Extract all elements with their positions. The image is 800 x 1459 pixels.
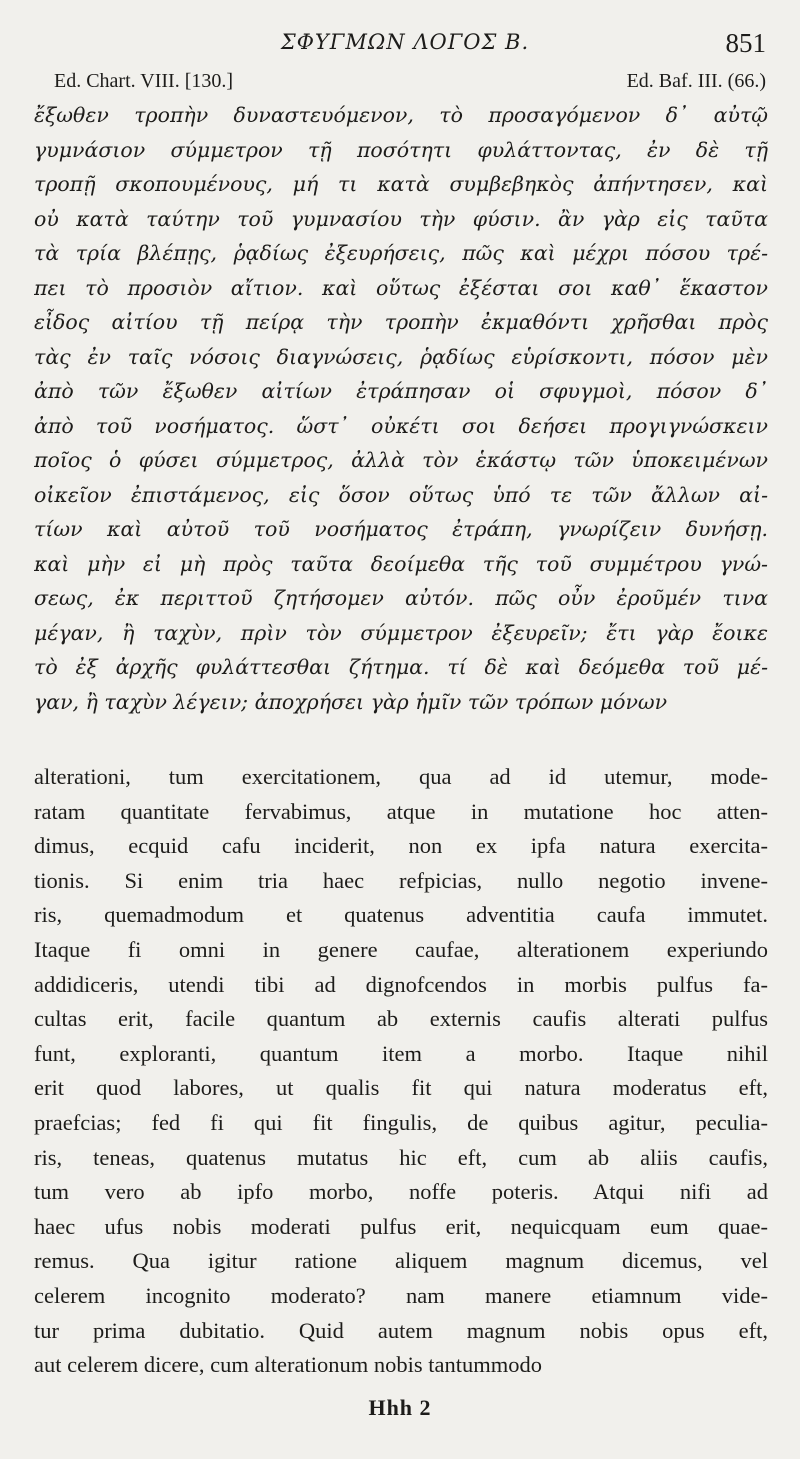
edition-references — [54, 70, 766, 98]
running-head — [0, 28, 800, 68]
greek-line: σεως, ἐκ περιττοῦ ζητήσομεν αὐτόν. πῶς οὖν ἐροῦμέν τινα — [34, 586, 768, 610]
greek-line: οὐ κατὰ ταύτην τοῦ γυμνασίου τὴν φύσιν. ἂν γὰρ εἰς ταῦτα — [34, 206, 768, 231]
latin-line: praefcias; fed fi qui fit fingulis, de quibus agitur, peculia- — [34, 1109, 768, 1135]
latin-line: remus. Qua igitur ratione aliquem magnum dicemus, vel — [34, 1248, 768, 1274]
printer-signature: Hhh 2 — [368, 1395, 432, 1420]
latin-line: celerem incognito moderato? nam manere etiamnum vide- — [34, 1282, 768, 1308]
greek-line: ἀπὸ τοῦ νοσήματος. ὥστ᾽ οὐκέτι σοι δεήσει προγιγνώσκειν — [34, 413, 768, 438]
latin-line: ris, quemadmodum et quatenus adventitia caufa immutet. — [34, 902, 768, 928]
latin-line: haec ufus nobis moderati pulfus erit, nequicquam eum quae- — [34, 1213, 768, 1239]
latin-line: erit quod labores, ut qualis fit qui natura moderatus eft, — [34, 1075, 768, 1101]
greek-text-block — [34, 98, 768, 719]
greek-line: καὶ μὴν εἰ μὴ πρὸς ταῦτα δεοίμεθα τῆς τοῦ συμμέτρου γνώ- — [34, 551, 768, 576]
greek-line: πει τὸ προσιὸν αἴτιον. καὶ οὕτως ἐξέσται σοι καθ᾽ ἕκαστον — [34, 275, 768, 300]
latin-line: tionis. Si enim tria haec refpicias, nullo negotio invene- — [34, 867, 768, 893]
greek-line: γυμνάσιον σύμμετρον τῇ ποσότητι φυλάττοντας, ἐν δὲ τῇ — [34, 137, 768, 162]
latin-line: aut celerem dicere, cum alterationum nobis tantummodo — [34, 1352, 542, 1378]
greek-line: τὰς ἐν ταῖς νόσοις διαγνώσεις, ῥᾳδίως εὑρίσκοντι, πόσον μὲν — [34, 344, 768, 369]
latin-line: tum vero ab ipfo morbo, noffe poteris. Atqui nifi ad — [34, 1179, 768, 1205]
greek-line: τὰ τρία βλέπῃς, ῥᾳδίως ἐξευρήσεις, πῶς καὶ μέχρι πόσου τρέ- — [34, 241, 768, 265]
latin-line: cultas erit, facile quantum ab externis caufis alterati pulfus — [34, 1006, 768, 1032]
greek-line: οἰκεῖον ἐπιστάμενος, εἰς ὅσον οὕτως ὑπό τε τῶν ἄλλων αἰ- — [34, 482, 768, 507]
greek-line: μέγαν, ἢ ταχὺν, πρὶν τὸν σύμμετρον ἐξευρεῖν; ἔτι γὰρ ἔοικε — [34, 620, 768, 645]
latin-text-block — [34, 760, 768, 1383]
latin-line: dimus, ecquid cafu inciderit, non ex ipfa natura exercita- — [34, 833, 768, 859]
latin-line: addidiceris, utendi tibi ad dignofcendos in morbis pulfus fa- — [34, 971, 768, 997]
running-title: ΣΦΥΓΜΩΝ ΛΟΓΟΣ Β. — [280, 30, 530, 54]
greek-line: ἀπὸ τῶν ἔξωθεν αἰτίων ἐτράπησαν οἱ σφυγμοὶ, πόσον δ᾽ — [34, 379, 768, 403]
latin-line: Itaque fi omni in genere caufae, alterationem experiundo — [34, 936, 768, 962]
latin-line: tur prima dubitatio. Quid autem magnum nobis opus eft, — [34, 1317, 768, 1343]
greek-line: ἔξωθεν τροπὴν δυναστευόμενον, τὸ προσαγόμενον δ᾽ αὐτῷ — [34, 103, 768, 127]
edition-basel: Ed. Baf. III. (66.) — [626, 70, 766, 92]
greek-line: ποῖος ὁ φύσει σύμμετρος, ἀλλὰ τὸν ἑκάστῳ τῶν ὑποκειμένων — [34, 448, 768, 472]
latin-line: funt, exploranti, quantum item a morbo. Itaque nihil — [34, 1040, 768, 1066]
page-number: 851 — [725, 28, 766, 58]
greek-line: γαν, ἢ ταχὺν λέγειν; ἀποχρήσει γὰρ ἡμῖν τῶν τρόπων μόνων — [34, 689, 668, 714]
edition-chartier: Ed. Chart. VIII. [130.] — [54, 70, 234, 92]
greek-line: τὸ ἐξ ἀρχῆς φυλάττεσθαι ζήτημα. τί δὲ καὶ δεόμεθα τοῦ μέ- — [34, 655, 768, 679]
greek-line: εἶδος αἰτίου τῇ πείρᾳ τὴν τροπὴν ἐκμαθόντι χρῆσθαι πρὸς — [34, 310, 768, 334]
latin-line: ratam quantitate fervabimus, atque in mutatione hoc atten- — [34, 798, 768, 824]
latin-line: alterationi, tum exercitationem, qua ad id utemur, mode- — [34, 764, 768, 789]
greek-line: τίων καὶ αὐτοῦ τοῦ νοσήματος ἐτράπη, γνωρίζειν δυνήσῃ. — [34, 517, 768, 541]
latin-line: ris, teneas, quatenus mutatus hic eft, cum ab aliis caufis, — [34, 1144, 768, 1170]
greek-line: τροπῇ σκοπουμένους, μή τι κατὰ συμβεβηκὸς ἀπήντησεν, καὶ — [34, 172, 768, 196]
